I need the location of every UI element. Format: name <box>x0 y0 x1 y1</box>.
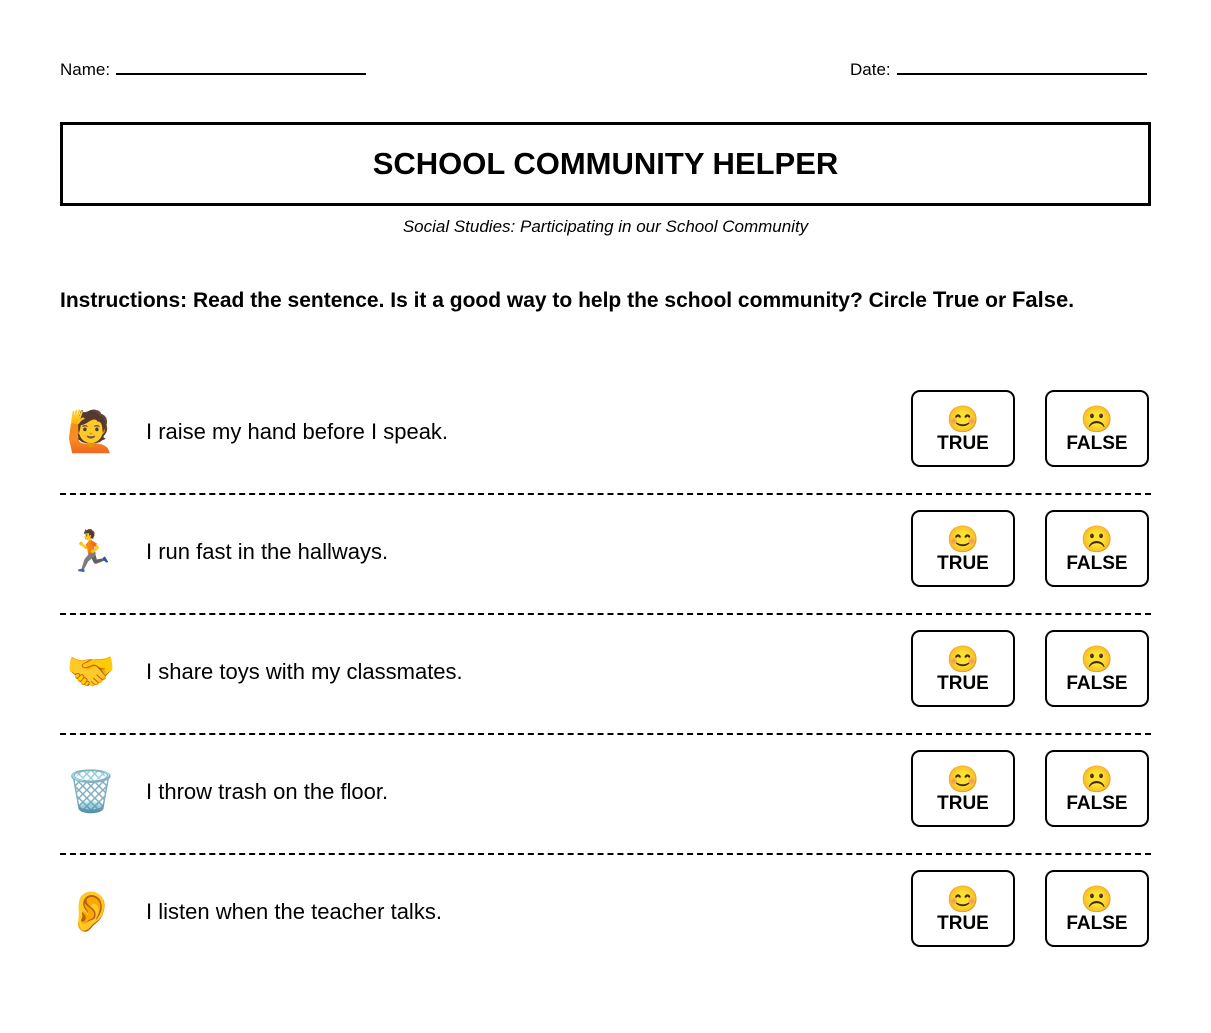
true-label: TRUE <box>937 912 989 934</box>
frown-icon: ☹️ <box>1080 403 1114 434</box>
true-label: TRUE <box>937 792 989 814</box>
question-text: I run fast in the hallways. <box>146 539 389 564</box>
frown-icon: ☹️ <box>1080 883 1114 914</box>
false-button[interactable] <box>1045 510 1149 587</box>
question-row <box>60 615 1151 735</box>
name-line[interactable] <box>116 73 366 75</box>
false-word: False <box>1011 287 1069 312</box>
true-button[interactable] <box>911 870 1015 947</box>
true-button[interactable] <box>911 390 1015 467</box>
question-icon: 🤝 <box>66 650 116 694</box>
false-label: FALSE <box>1066 552 1128 574</box>
false-label: FALSE <box>1066 432 1128 454</box>
question-icon: 🙋 <box>66 410 116 454</box>
question-icon: 👂 <box>66 890 116 934</box>
question-text: I share toys with my classmates. <box>146 659 463 684</box>
question-row <box>60 855 1151 975</box>
question-text: I throw trash on the floor. <box>146 779 389 804</box>
true-label: TRUE <box>937 552 989 574</box>
subtitle: Social Studies: Participating in our School Community <box>402 217 809 236</box>
false-label: FALSE <box>1066 792 1128 814</box>
question-text: I listen when the teacher talks. <box>146 899 442 924</box>
question-row <box>60 375 1151 495</box>
false-label: FALSE <box>1066 672 1128 694</box>
question-row <box>60 495 1151 615</box>
smile-icon: 😊 <box>946 883 980 914</box>
question-text: I raise my hand before I speak. <box>146 419 449 444</box>
smile-icon: 😊 <box>946 763 980 794</box>
date-label: Date: <box>850 60 891 79</box>
title-text: SCHOOL COMMUNITY HELPER <box>372 146 839 181</box>
true-button[interactable] <box>911 510 1015 587</box>
date-line[interactable] <box>897 73 1147 75</box>
false-label: FALSE <box>1066 912 1128 934</box>
smile-icon: 😊 <box>946 523 980 554</box>
true-word: True <box>932 287 980 312</box>
true-label: TRUE <box>937 672 989 694</box>
frown-icon: ☹️ <box>1080 643 1114 674</box>
smile-icon: 😊 <box>946 403 980 434</box>
date-field <box>850 60 1147 80</box>
frown-icon: ☹️ <box>1080 523 1114 554</box>
false-button[interactable] <box>1045 750 1149 827</box>
instructions-text: Instructions: Read the sentence. Is it a good way to help the school community? Circle <box>60 289 933 312</box>
page-title <box>60 122 1151 206</box>
true-button[interactable] <box>911 630 1015 707</box>
question-icon: 🏃 <box>66 530 116 574</box>
true-button[interactable] <box>911 750 1015 827</box>
name-field <box>60 60 366 80</box>
false-button[interactable] <box>1045 390 1149 467</box>
false-button[interactable] <box>1045 630 1149 707</box>
or-word: or <box>979 289 1012 312</box>
smile-icon: 😊 <box>946 643 980 674</box>
false-button[interactable] <box>1045 870 1149 947</box>
true-label: TRUE <box>937 432 989 454</box>
period: . <box>1068 289 1075 312</box>
name-label: Name: <box>60 60 111 79</box>
instructions <box>60 283 1155 317</box>
question-row <box>60 735 1151 855</box>
question-icon: 🗑️ <box>66 770 116 814</box>
frown-icon: ☹️ <box>1080 763 1114 794</box>
